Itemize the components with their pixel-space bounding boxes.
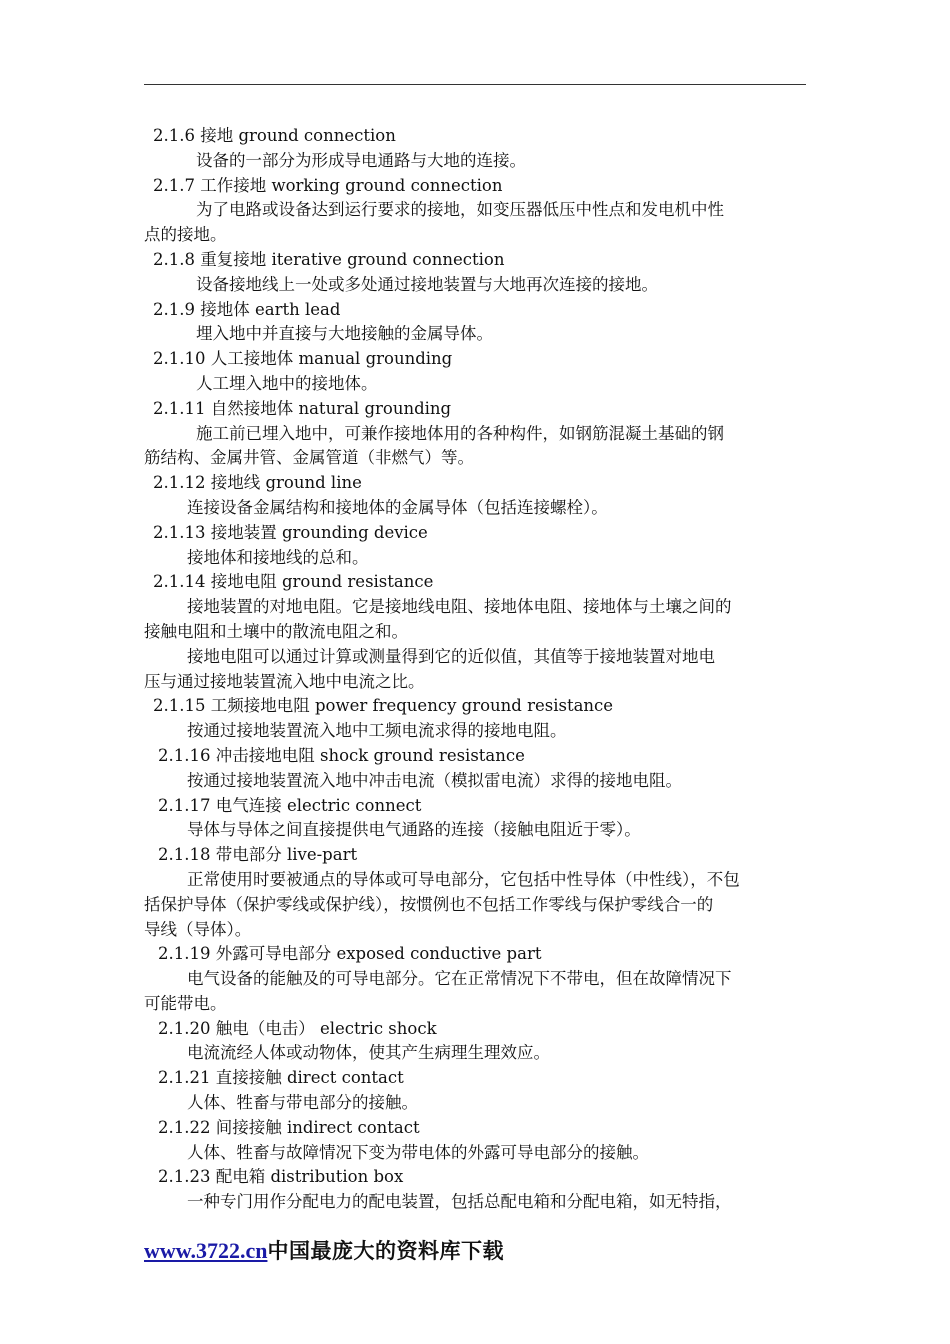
definition-line: 为了电路或设备达到运行要求的接地，如变压器低压中性点和发电机中性 xyxy=(196,200,724,220)
definition-line: 接触电阻和土壤中的散流电阻之和。 xyxy=(144,621,408,641)
definition-line: 接地装置的对地电阻。它是接地线电阻、接地体电阻、接地体与土壤之间的 xyxy=(187,597,732,617)
definition-line: 电气设备的能触及的可导电部分。它在正常情况下不带电，但在故障情况下 xyxy=(187,969,732,989)
term-heading: 2.1.13 接地装置 grounding device xyxy=(153,522,428,542)
definition-line: 连接设备金属结构和接地体的金属导体（包括连接螺栓）。 xyxy=(187,497,608,517)
term-heading: 2.1.20 触电（电击） electric shock xyxy=(158,1018,437,1038)
definition-line: 括保护导体（保护零线或保护线），按惯例也不包括工作零线与保护零线合一的 xyxy=(144,894,714,914)
footer-slogan: 中国最庞大的资料库下载 xyxy=(267,1239,504,1263)
document-body xyxy=(144,124,808,1215)
header-rule xyxy=(144,84,806,85)
definition-line: 人体、牲畜与故障情况下变为带电体的外露可导电部分的接触。 xyxy=(187,1142,649,1162)
term-heading: 2.1.12 接地线 ground line xyxy=(153,473,362,493)
term-heading: 2.1.6 接地 ground connection xyxy=(153,126,396,145)
definition-line: 施工前已埋入地中，可兼作接地体用的各种构件，如钢筋混凝土基础的钢 xyxy=(196,423,724,443)
definition-line: 人工埋入地中的接地体。 xyxy=(196,373,378,393)
definition-line: 压与通过接地装置流入地中电流之比。 xyxy=(144,671,425,691)
definition-line: 电流流经人体或动物体，使其产生病理生理效应。 xyxy=(187,1043,550,1063)
footer-link[interactable]: www.3722.cn xyxy=(144,1238,268,1263)
term-heading: 2.1.22 间接接触 indirect contact xyxy=(158,1117,420,1137)
term-heading: 2.1.10 人工接地体 manual grounding xyxy=(153,349,453,369)
page-footer xyxy=(144,1235,504,1265)
definition-line: 筋结构、金属井管、金属管道（非燃气）等。 xyxy=(144,448,474,468)
definition-line: 导体与导体之间直接提供电气通路的连接（接触电阻近于零）。 xyxy=(187,820,641,840)
term-heading: 2.1.18 带电部分 live-part xyxy=(158,845,358,865)
term-heading: 2.1.11 自然接地体 natural grounding xyxy=(153,398,452,418)
definition-line: 接地体和接地线的总和。 xyxy=(187,547,369,567)
definition-line: 设备的一部分为形成导电通路与大地的连接。 xyxy=(196,150,526,170)
term-heading: 2.1.16 冲击接地电阻 shock ground resistance xyxy=(158,745,525,765)
definition-line: 点的接地。 xyxy=(144,225,227,245)
term-heading: 2.1.23 配电箱 distribution box xyxy=(158,1167,404,1187)
definition-line: 埋入地中并直接与大地接触的金属导体。 xyxy=(196,324,493,344)
term-heading: 2.1.15 工频接地电阻 power frequency ground resistance xyxy=(153,696,614,716)
definition-line: 按通过接地装置流入地中冲击电流（模拟雷电流）求得的接地电阻。 xyxy=(187,770,682,790)
term-heading: 2.1.8 重复接地 iterative ground connection xyxy=(153,249,505,269)
definition-line: 正常使用时要被通点的导体或可导电部分，它包括中性导体（中性线），不包 xyxy=(187,869,740,889)
term-heading: 2.1.14 接地电阻 ground resistance xyxy=(153,572,434,592)
definition-line: 可能带电。 xyxy=(144,993,227,1013)
term-heading: 2.1.9 接地体 earth lead xyxy=(153,299,341,319)
definition-line: 人体、牲畜与带电部分的接触。 xyxy=(187,1093,418,1113)
definition-line: 设备接地线上一处或多处通过接地装置与大地再次连接的接地。 xyxy=(196,274,658,294)
definition-line: 按通过接地装置流入地中工频电流求得的接地电阻。 xyxy=(187,721,567,741)
definition-line: 导线（导体）。 xyxy=(144,919,252,939)
term-heading: 2.1.19 外露可导电部分 exposed conductive part xyxy=(158,944,542,964)
definition-line: 接地电阻可以通过计算或测量得到它的近似值，其值等于接地装置对地电 xyxy=(187,646,715,666)
definition-line: 一种专门用作分配电力的配电装置，包括总配电箱和分配电箱，如无特指， xyxy=(187,1192,732,1212)
term-heading: 2.1.7 工作接地 working ground connection xyxy=(153,175,503,195)
term-heading: 2.1.21 直接接触 direct contact xyxy=(158,1068,404,1088)
term-heading: 2.1.17 电气连接 electric connect xyxy=(158,795,422,815)
